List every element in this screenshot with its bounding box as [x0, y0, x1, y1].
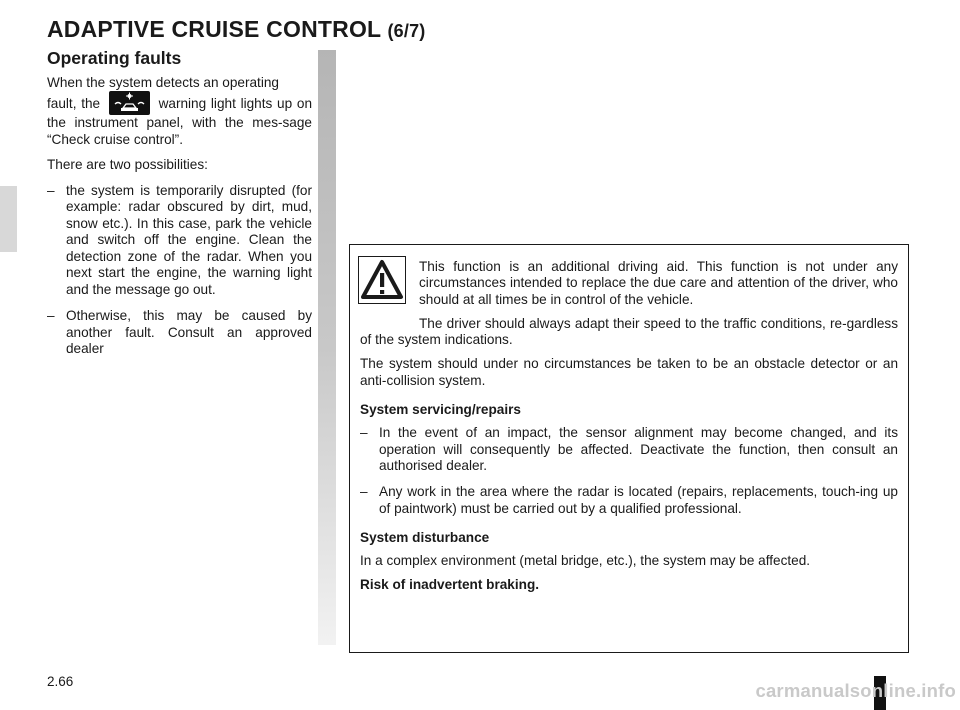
- chapter-side-tab: [0, 186, 17, 252]
- warning-box: [349, 244, 909, 653]
- intro-text-line1: When the system detects an operating: [47, 74, 279, 90]
- page-title-suffix: (6/7): [387, 21, 426, 41]
- list-item-text: Otherwise, this may be caused by another fault. Consult an approved dealer: [66, 308, 312, 356]
- intro-text: [47, 91, 312, 148]
- servicing-heading: System servicing/repairs: [360, 402, 521, 418]
- list-item: [47, 308, 312, 358]
- list-item-text: the system is temporarily disrupted (for example: radar obscured by dirt, mud, snow etc.). In this case, park the vehicle and switch off the engine. Clean the detection zone of the radar. When you next start the engine, the warning light and the message go out.: [66, 182, 312, 297]
- disturbance-text: In a complex environment (metal bridge, etc.), the system may be affected.: [360, 553, 811, 569]
- cruise-control-fault-icon: [109, 91, 150, 115]
- warning-para-3: The system should under no circumstances be taken to be an obstacle detector or an anti-collision system.: [360, 356, 898, 388]
- possibilities-text: There are two possibilities:: [47, 157, 208, 172]
- section-heading: Operating faults: [47, 48, 182, 68]
- column-divider: [318, 50, 336, 645]
- intro-text-start: fault, the: [47, 96, 101, 111]
- disturbance-heading: System disturbance: [360, 529, 490, 545]
- list-item: [47, 183, 312, 299]
- warning-para-2: The driver should always adapt their speed to the traffic conditions, re-gardless of the system indications.: [360, 315, 898, 348]
- list-item: [360, 484, 898, 517]
- page-title: [47, 16, 425, 43]
- list-dash: –: [47, 182, 55, 198]
- risk-text: Risk of inadvertent braking.: [360, 577, 540, 593]
- list-item-text: In the event of an impact, the sensor alignment may become changed, and its operation will consequently be affected. Deactivate the function, then consult an authorised dealer.: [379, 425, 898, 473]
- list-item: [360, 425, 898, 474]
- warning-para-1: This function is an additional driving aid. This function is not under any circumstances intended to replace the due care and attention of the driver, who should at all times be in control of the vehicle.: [419, 259, 898, 307]
- list-dash: –: [47, 308, 55, 323]
- operating-faults-section: [47, 50, 312, 368]
- warning-triangle-icon: [358, 256, 406, 304]
- page-title-main: ADAPTIVE CRUISE CONTROL: [47, 16, 381, 42]
- watermark: carmanualsonline.info: [755, 680, 956, 701]
- page-number: 2.66: [47, 674, 74, 689]
- list-item-text: Any work in the area where the radar is located (repairs, replacements, touch-ing up of paintwork) must be carried out by a qualified professional.: [379, 484, 898, 516]
- intro-text-end: warning light lights up on the instrument panel, with the mes-sage “Check cruise control”.: [47, 96, 313, 147]
- list-dash: –: [360, 425, 368, 441]
- list-dash: –: [360, 484, 368, 500]
